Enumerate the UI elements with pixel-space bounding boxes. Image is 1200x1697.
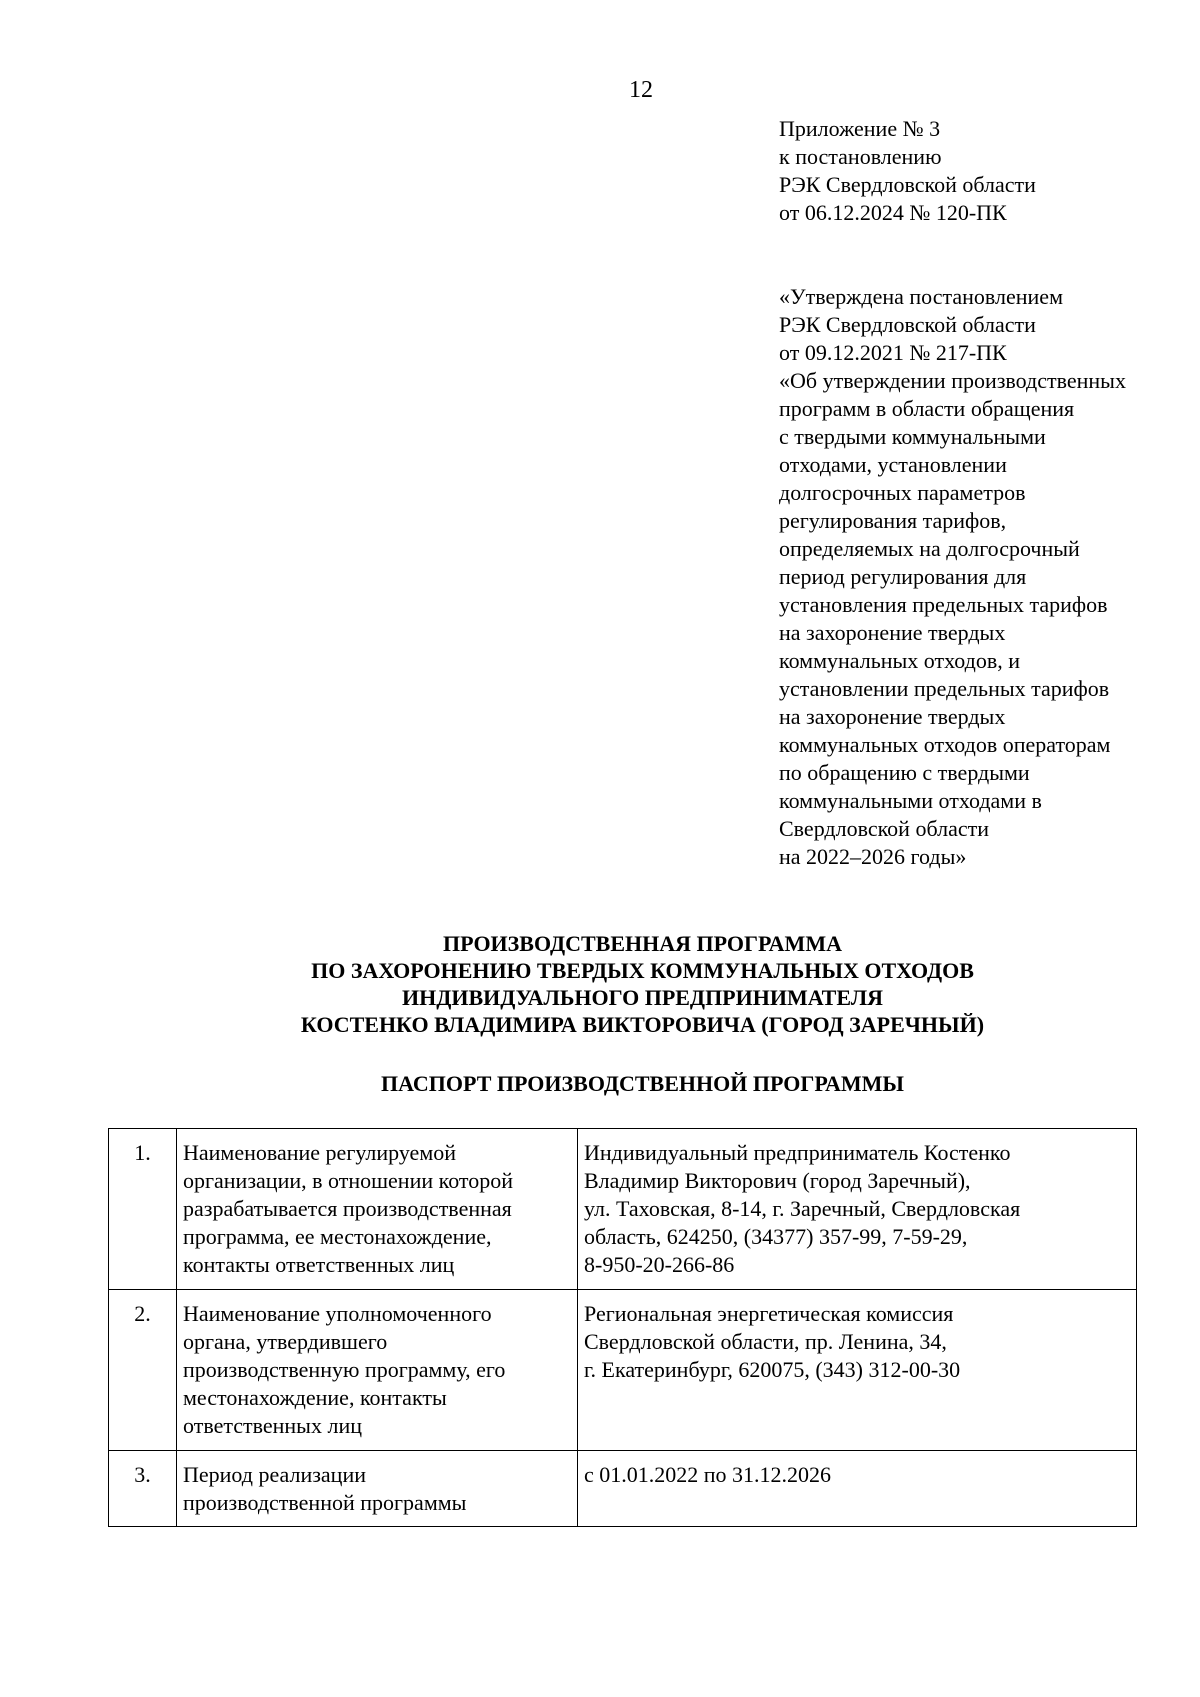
row-label-line: разрабатывается производственная <box>183 1196 512 1221</box>
approval-line: период регулирования для <box>779 564 1027 589</box>
approval-line: «Об утверждении производственных <box>779 368 1126 393</box>
approval-line: определяемых на долгосрочный <box>779 536 1080 561</box>
row-label-line: ответственных лиц <box>183 1413 362 1438</box>
row-value <box>578 1290 1137 1451</box>
approval-reference <box>779 283 1199 871</box>
appendix-line: РЭК Свердловской области <box>779 172 1036 197</box>
title-line: ПО ЗАХОРОНЕНИЮ ТВЕРДЫХ КОММУНАЛЬНЫХ ОТХОДОВ <box>311 958 974 983</box>
row-label-line: производственной программы <box>183 1490 467 1515</box>
row-number: 1. <box>109 1129 177 1290</box>
approval-line: регулирования тарифов, <box>779 508 1007 533</box>
table-row <box>109 1129 1137 1290</box>
approval-line: с твердыми коммунальными <box>779 424 1046 449</box>
page-number: 12 <box>629 77 653 103</box>
row-label-line: Период реализации <box>183 1462 367 1487</box>
row-value-line: Индивидуальный предприниматель Костенко <box>584 1140 1011 1165</box>
row-label-line: контакты ответственных лиц <box>183 1252 455 1277</box>
row-label <box>177 1451 578 1527</box>
row-label-line: Наименование регулируемой <box>183 1140 457 1165</box>
document-title <box>0 930 1200 1038</box>
approval-line: коммунальных отходов операторам <box>779 732 1111 757</box>
row-label-line: производственную программу, его <box>183 1357 506 1382</box>
row-label <box>177 1129 578 1290</box>
row-value-line: область, 624250, (34377) 357-99, 7-59-29, <box>584 1224 968 1249</box>
title-line: КОСТЕНКО ВЛАДИМИРА ВИКТОРОВИЧА (ГОРОД ЗАРЕЧНЫЙ) <box>300 1012 985 1037</box>
approval-line: коммунальными отходами в <box>779 788 1042 813</box>
approval-line: на захоронение твердых <box>779 620 1006 645</box>
approval-line: Свердловской области <box>779 816 989 841</box>
table-row <box>109 1290 1137 1451</box>
row-label-line: программа, ее местонахождение, <box>183 1224 492 1249</box>
appendix-line: Приложение № 3 <box>779 116 941 141</box>
row-label-line: Наименование уполномоченного <box>183 1301 492 1326</box>
approval-line: программ в области обращения <box>779 396 1075 421</box>
row-number: 3. <box>109 1451 177 1527</box>
row-label-line: организации, в отношении которой <box>183 1168 513 1193</box>
row-value-line: Региональная энергетическая комиссия <box>584 1301 954 1326</box>
passport-table <box>108 1128 1137 1527</box>
appendix-line: к постановлению <box>779 144 942 169</box>
row-value <box>578 1451 1137 1527</box>
approval-line: установления предельных тарифов <box>779 592 1108 617</box>
title-line: ПРОИЗВОДСТВЕННАЯ ПРОГРАММА <box>443 931 842 956</box>
title-line: ИНДИВИДУАЛЬНОГО ПРЕДПРИНИМАТЕЛЯ <box>401 985 884 1010</box>
approval-line: на захоронение твердых <box>779 704 1006 729</box>
row-value <box>578 1129 1137 1290</box>
approval-line: по обращению с твердыми <box>779 760 1030 785</box>
row-value-line: 8-950-20-266-86 <box>584 1252 735 1277</box>
approval-line: РЭК Свердловской области <box>779 312 1036 337</box>
row-value-line: г. Екатеринбург, 620075, (343) 312-00-30 <box>584 1357 961 1382</box>
approval-line: на 2022–2026 годы» <box>779 844 967 869</box>
approval-line: отходами, установлении <box>779 452 1007 477</box>
row-label-line: местонахождение, контакты <box>183 1385 447 1410</box>
row-value-line: ул. Таховская, 8-14, г. Заречный, Свердловская <box>584 1196 1021 1221</box>
approval-line: долгосрочных параметров <box>779 480 1026 505</box>
row-value-line: Владимир Викторович (город Заречный), <box>584 1168 971 1193</box>
row-label-line: органа, утвердившего <box>183 1329 388 1354</box>
row-label <box>177 1290 578 1451</box>
appendix-line: от 06.12.2024 № 120-ПК <box>779 200 1007 225</box>
approval-line: установлении предельных тарифов <box>779 676 1110 701</box>
approval-line: «Утверждена постановлением <box>779 284 1063 309</box>
approval-line: от 09.12.2021 № 217-ПК <box>779 340 1007 365</box>
row-value-line: с 01.01.2022 по 31.12.2026 <box>584 1462 832 1487</box>
appendix-reference <box>779 115 1179 227</box>
row-value-line: Свердловской области, пр. Ленина, 34, <box>584 1329 947 1354</box>
row-number: 2. <box>109 1290 177 1451</box>
approval-line: коммунальных отходов, и <box>779 648 1021 673</box>
passport-title: ПАСПОРТ ПРОИЗВОДСТВЕННОЙ ПРОГРАММЫ <box>380 1071 904 1096</box>
table-row <box>109 1451 1137 1527</box>
